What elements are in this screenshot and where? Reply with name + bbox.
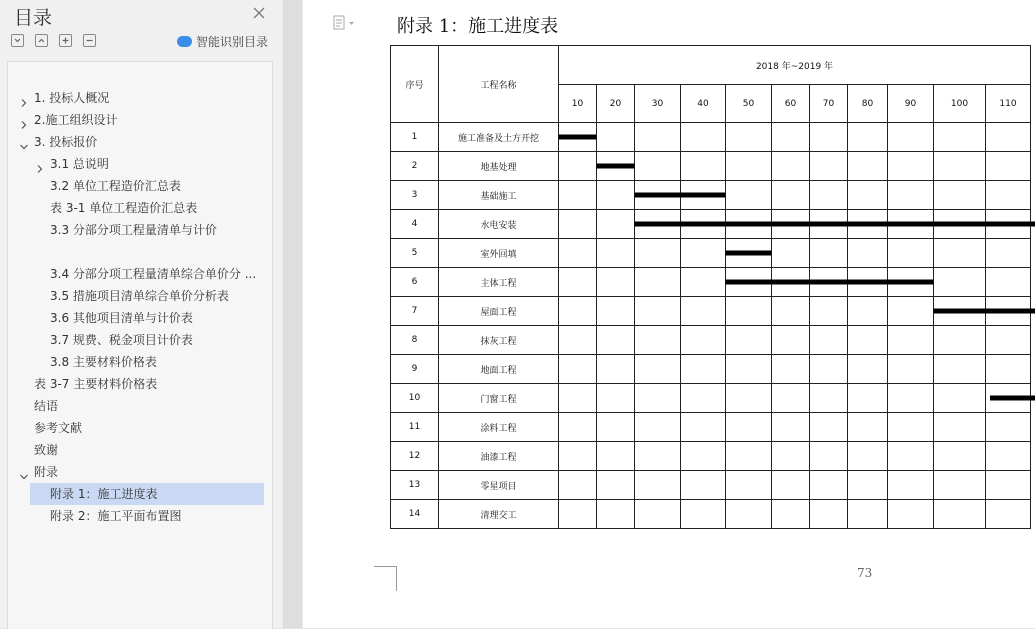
add-heading-icon[interactable] (59, 34, 72, 47)
grid-cell (681, 297, 726, 326)
grid-cell (888, 181, 934, 210)
grid-cell (934, 297, 986, 326)
grid-cell (888, 297, 934, 326)
expand-all-icon[interactable] (11, 34, 24, 47)
grid-cell (810, 413, 848, 442)
grid-cell (726, 152, 772, 181)
grid-cell (888, 413, 934, 442)
grid-cell (635, 268, 681, 297)
grid-cell (888, 471, 934, 500)
toc-item[interactable]: 3.7 规费、税金项目计价表 (50, 329, 193, 351)
grid-cell (597, 297, 635, 326)
day-header: 70 (810, 85, 848, 123)
grid-cell (635, 152, 681, 181)
row-no: 11 (391, 413, 439, 442)
table-row (391, 326, 1031, 355)
toc-item[interactable]: 3.4 分部分项工程量清单综合单价分 ... (50, 263, 256, 285)
grid-cell (986, 210, 1031, 239)
row-no: 7 (391, 297, 439, 326)
row-name: 地基处理 (439, 152, 559, 181)
grid-cell (848, 500, 888, 529)
grid-cell (597, 500, 635, 529)
grid-cell (810, 268, 848, 297)
grid-cell (726, 384, 772, 413)
grid-cell (559, 297, 597, 326)
grid-cell (934, 442, 986, 471)
row-name: 零星项目 (439, 471, 559, 500)
toc-title: 目录 (14, 3, 52, 30)
grid-cell (888, 239, 934, 268)
grid-cell (848, 210, 888, 239)
grid-cell (810, 152, 848, 181)
day-header: 60 (772, 85, 810, 123)
grid-cell (681, 210, 726, 239)
toc-item[interactable]: 3.3 分部分项工程量清单与计价 (50, 219, 217, 241)
row-name: 涂料工程 (439, 413, 559, 442)
grid-cell (635, 210, 681, 239)
grid-cell (597, 152, 635, 181)
grid-cell (888, 326, 934, 355)
grid-cell (934, 268, 986, 297)
grid-cell (597, 442, 635, 471)
grid-cell (681, 326, 726, 355)
grid-cell (848, 123, 888, 152)
grid-cell (559, 355, 597, 384)
toc-item[interactable]: 附录 2：施工平面布置图 (50, 505, 181, 527)
row-name: 施工准备及土方开挖 (439, 123, 559, 152)
grid-cell (934, 123, 986, 152)
chevron-down-icon[interactable] (19, 137, 29, 147)
grid-cell (681, 442, 726, 471)
grid-cell (772, 384, 810, 413)
grid-cell (934, 384, 986, 413)
table-row (391, 268, 1031, 297)
day-header: 30 (635, 85, 681, 123)
grid-cell (848, 268, 888, 297)
grid-cell (772, 239, 810, 268)
grid-cell (681, 181, 726, 210)
toc-item[interactable]: 参考文献 (34, 417, 82, 439)
day-header: 50 (726, 85, 772, 123)
row-name: 抹灰工程 (439, 326, 559, 355)
table-row (391, 152, 1031, 181)
table-row (391, 471, 1031, 500)
grid-cell (597, 355, 635, 384)
grid-cell (559, 181, 597, 210)
grid-cell (559, 384, 597, 413)
row-no: 6 (391, 268, 439, 297)
grid-cell (681, 152, 726, 181)
grid-cell (888, 442, 934, 471)
grid-cell (986, 442, 1031, 471)
grid-cell (597, 471, 635, 500)
row-name: 清理交工 (439, 500, 559, 529)
collapse-all-icon[interactable] (35, 34, 48, 47)
grid-cell (986, 355, 1031, 384)
grid-cell (597, 123, 635, 152)
toc-item[interactable]: 1. 投标人概况 (34, 87, 109, 109)
row-no: 8 (391, 326, 439, 355)
grid-cell (888, 500, 934, 529)
grid-cell (726, 181, 772, 210)
table-row (391, 413, 1031, 442)
grid-cell (772, 123, 810, 152)
grid-cell (559, 326, 597, 355)
grid-cell (986, 123, 1031, 152)
grid-cell (848, 471, 888, 500)
remove-heading-icon[interactable] (83, 34, 96, 47)
grid-cell (681, 500, 726, 529)
grid-cell (635, 326, 681, 355)
table-row (391, 500, 1031, 529)
grid-cell (635, 123, 681, 152)
grid-cell (726, 297, 772, 326)
grid-cell (681, 355, 726, 384)
grid-cell (986, 326, 1031, 355)
grid-cell (888, 355, 934, 384)
grid-cell (772, 442, 810, 471)
grid-cell (635, 355, 681, 384)
grid-cell (559, 268, 597, 297)
row-name: 屋面工程 (439, 297, 559, 326)
grid-cell (810, 355, 848, 384)
row-name: 室外回填 (439, 239, 559, 268)
day-header: 90 (888, 85, 934, 123)
grid-cell (726, 326, 772, 355)
toc-item[interactable]: 附录 1：施工进度表 (30, 483, 264, 505)
grid-cell (726, 123, 772, 152)
grid-cell (772, 297, 810, 326)
row-name: 水电安装 (439, 210, 559, 239)
grid-cell (635, 413, 681, 442)
grid-cell (986, 297, 1031, 326)
grid-cell (810, 384, 848, 413)
grid-cell (810, 500, 848, 529)
grid-cell (726, 413, 772, 442)
grid-cell (726, 500, 772, 529)
table-row (391, 384, 1031, 413)
day-header: 10 (559, 85, 597, 123)
chevron-right-icon[interactable] (19, 93, 29, 103)
grid-cell (559, 442, 597, 471)
grid-cell (597, 239, 635, 268)
toc-item[interactable]: 3.5 措施项目清单综合单价分析表 (50, 285, 229, 307)
grid-cell (934, 326, 986, 355)
row-no: 9 (391, 355, 439, 384)
grid-cell (597, 326, 635, 355)
grid-cell (635, 442, 681, 471)
page-number: 73 (857, 566, 872, 580)
grid-cell (934, 413, 986, 442)
grid-cell (559, 500, 597, 529)
smart-toc-button[interactable] (177, 33, 268, 50)
grid-cell (888, 152, 934, 181)
grid-cell (986, 239, 1031, 268)
row-no: 5 (391, 239, 439, 268)
grid-cell (772, 268, 810, 297)
grid-cell (848, 297, 888, 326)
grid-cell (559, 210, 597, 239)
page-corner-mark (374, 566, 397, 591)
grid-cell (726, 442, 772, 471)
toc-item[interactable]: 3.8 主要材料价格表 (50, 351, 157, 373)
grid-cell (986, 268, 1031, 297)
grid-cell (726, 355, 772, 384)
grid-cell (597, 181, 635, 210)
grid-cell (559, 471, 597, 500)
grid-cell (772, 152, 810, 181)
grid-cell (810, 123, 848, 152)
grid-cell (772, 181, 810, 210)
toc-item[interactable]: 表 3-7 主要材料价格表 (34, 373, 157, 395)
grid-cell (888, 384, 934, 413)
grid-cell (559, 123, 597, 152)
page-gutter (284, 0, 302, 628)
row-name: 油漆工程 (439, 442, 559, 471)
grid-cell (986, 471, 1031, 500)
row-no: 1 (391, 123, 439, 152)
row-no: 12 (391, 442, 439, 471)
grid-cell (810, 239, 848, 268)
row-name: 基础施工 (439, 181, 559, 210)
grid-cell (559, 413, 597, 442)
grid-cell (934, 471, 986, 500)
toc-item[interactable]: 3. 投标报价 (34, 131, 97, 153)
grid-cell (848, 355, 888, 384)
toc-item[interactable]: 3.1 总说明 (50, 153, 109, 175)
grid-cell (726, 210, 772, 239)
grid-cell (848, 326, 888, 355)
grid-cell (559, 239, 597, 268)
grid-cell (810, 471, 848, 500)
table-row (391, 355, 1031, 384)
row-no: 2 (391, 152, 439, 181)
grid-cell (848, 181, 888, 210)
grid-cell (681, 239, 726, 268)
grid-cell (810, 326, 848, 355)
day-header: 80 (848, 85, 888, 123)
grid-cell (772, 500, 810, 529)
toc-item[interactable]: 结语 (34, 395, 58, 417)
grid-cell (934, 500, 986, 529)
header-no: 序号 (391, 46, 439, 123)
table-row (391, 181, 1031, 210)
grid-cell (888, 210, 934, 239)
document-icon[interactable] (333, 15, 357, 31)
grid-cell (810, 297, 848, 326)
row-no: 10 (391, 384, 439, 413)
grid-cell (772, 210, 810, 239)
toc-item[interactable]: 3.2 单位工程造价汇总表 (50, 175, 181, 197)
row-no: 13 (391, 471, 439, 500)
grid-cell (888, 123, 934, 152)
grid-cell (681, 123, 726, 152)
row-no: 4 (391, 210, 439, 239)
grid-cell (848, 413, 888, 442)
grid-cell (848, 152, 888, 181)
row-no: 14 (391, 500, 439, 529)
grid-cell (597, 210, 635, 239)
grid-cell (986, 500, 1031, 529)
table-row (391, 442, 1031, 471)
grid-cell (986, 413, 1031, 442)
grid-cell (635, 181, 681, 210)
page-title: 附录 1：施工进度表 (397, 12, 558, 38)
row-name: 地面工程 (439, 355, 559, 384)
schedule-table (390, 45, 1031, 529)
grid-cell (597, 413, 635, 442)
grid-cell (810, 181, 848, 210)
grid-cell (772, 326, 810, 355)
grid-cell (934, 152, 986, 181)
grid-cell (934, 355, 986, 384)
grid-cell (726, 471, 772, 500)
grid-cell (597, 384, 635, 413)
day-header: 20 (597, 85, 635, 123)
table-row (391, 297, 1031, 326)
table-row (391, 123, 1031, 152)
table-row (391, 210, 1031, 239)
grid-cell (635, 297, 681, 326)
grid-cell (726, 239, 772, 268)
grid-cell (986, 152, 1031, 181)
grid-cell (888, 268, 934, 297)
chevron-right-icon[interactable] (35, 159, 45, 169)
toc-item[interactable]: 致谢 (34, 439, 58, 461)
grid-cell (559, 152, 597, 181)
grid-cell (772, 471, 810, 500)
day-header: 110 (986, 85, 1031, 123)
chevron-down-icon[interactable] (19, 467, 29, 477)
grid-cell (681, 471, 726, 500)
grid-cell (848, 239, 888, 268)
toc-sidebar (0, 0, 284, 628)
grid-cell (810, 442, 848, 471)
row-name: 门窗工程 (439, 384, 559, 413)
grid-cell (681, 268, 726, 297)
toc-item[interactable]: 附录 (34, 461, 58, 483)
grid-cell (810, 210, 848, 239)
grid-cell (934, 181, 986, 210)
chevron-right-icon[interactable] (19, 115, 29, 125)
toc-item[interactable]: 3.6 其他项目清单与计价表 (50, 307, 193, 329)
row-no: 3 (391, 181, 439, 210)
cloud-icon (177, 36, 192, 47)
close-icon[interactable] (251, 5, 267, 21)
day-header: 40 (681, 85, 726, 123)
grid-cell (772, 413, 810, 442)
grid-cell (986, 181, 1031, 210)
grid-cell (597, 268, 635, 297)
grid-cell (848, 384, 888, 413)
day-header: 100 (934, 85, 986, 123)
header-name: 工程名称 (439, 46, 559, 123)
grid-cell (635, 384, 681, 413)
grid-cell (772, 355, 810, 384)
toc-item[interactable]: 表 3-1 单位工程造价汇总表 (50, 197, 197, 219)
grid-cell (848, 442, 888, 471)
header-period: 2018 年~2019 年 (559, 46, 1031, 85)
table-row (391, 239, 1031, 268)
toc-item[interactable]: 2.施工组织设计 (34, 109, 117, 131)
grid-cell (986, 384, 1031, 413)
grid-cell (934, 210, 986, 239)
grid-cell (934, 239, 986, 268)
smart-toc-label: 智能识别目录 (196, 35, 268, 49)
grid-cell (681, 413, 726, 442)
grid-cell (726, 268, 772, 297)
grid-cell (635, 471, 681, 500)
grid-cell (635, 500, 681, 529)
grid-cell (681, 384, 726, 413)
grid-cell (635, 239, 681, 268)
row-name: 主体工程 (439, 268, 559, 297)
